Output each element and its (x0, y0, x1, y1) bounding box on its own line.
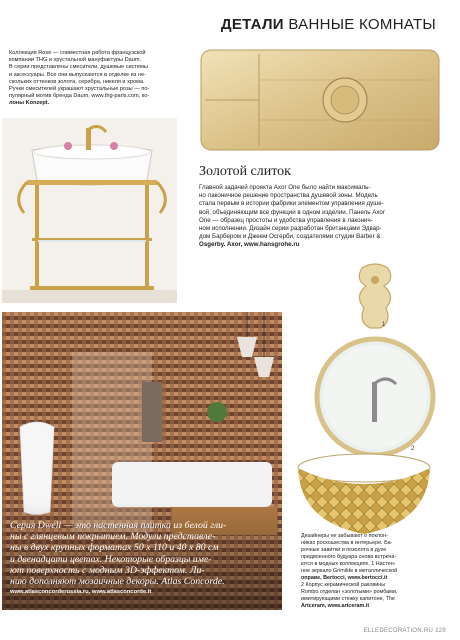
article-line: стала первым в истории фабрики элементом управления душе- (199, 200, 384, 208)
caption-line: рочные завитки и позолота в духе (301, 547, 387, 553)
page-footer: ELLEDECORATION.RU 129 (363, 628, 446, 634)
sink-console-photo (2, 118, 177, 303)
caption-line: имитирующими стежку капитоне, The (301, 596, 395, 602)
header-section-title: ДЕТАЛИ (220, 16, 284, 33)
caption-line: никах роскошества в интерьере. Ба- (301, 540, 393, 546)
caption-line: Дизайнеры не забывают о поклон- (301, 533, 388, 539)
caption-line: и аксессуары. Все они выпускаются в отделке из не- (9, 71, 146, 78)
caption-line: В серии представлены смесители, душевые системы (9, 64, 148, 71)
caption-source-url: www.atlasconcorderussia.ru, www.atlasconcorde.it (10, 589, 152, 596)
caption-line: Серия Dwell — это настенная плитка из белой гли- (10, 520, 227, 531)
caption-line: оправе, Bertocci, www.bertocci.it (301, 575, 388, 581)
caption-line: скольких оттенков золота, серебра, никеля и хрома. (9, 78, 145, 85)
page-header (221, 16, 436, 33)
article-line: Главной задачей проекта Axor One было найти максималь- (199, 184, 371, 191)
item-number-2: 2 (411, 446, 415, 452)
article-line: но лаконичное решение пространства душевой зоны. Модель (199, 192, 378, 200)
caption-line: Коллекция Rose — совместная работа французской (9, 50, 146, 56)
axor-one-panel-photo (195, 44, 445, 156)
article-body-axor (199, 184, 445, 250)
article-line: ном исполнении. Дизайн серии разработан британцами Эдвар- (199, 225, 382, 233)
article-title: Золотой слиток (199, 164, 291, 179)
rombo-gold-basin-photo (292, 448, 437, 538)
caption-line: Artceram, www.artceram.it (301, 603, 370, 609)
caption-line: лоны Konzept. (9, 100, 50, 107)
caption-line: Rombo отделан «золотыми» ромбами, (301, 589, 398, 595)
caption-line: ны в двух крупных форматах 50 х 110 и 40 х 80 см (10, 542, 219, 554)
caption-line: ное зеркало Grimilde в металлической (301, 568, 398, 574)
caption-line: ются в модных коллекциях. 1 Настен- (301, 561, 396, 567)
caption-line: пулярный мотив бренда Daum, www.thg-paris.com, ко- (9, 93, 150, 100)
item-number-1: 1 (382, 322, 386, 328)
caption-line: и двенадцати цветах. Некоторые образцы име- (10, 553, 212, 565)
article-line: Osgerby. Axor, www.hansgrohe.ru (199, 241, 300, 249)
caption-line: ны с глянцевым покрытием. Модули представле- (10, 531, 216, 543)
article-line: One — образец простоты и удобства управления в лаконич- (199, 216, 373, 224)
grimilde-mirror-photo (300, 262, 450, 462)
caption-line: ют поверхность с модным 3D-эффектом. Ли- (10, 564, 205, 576)
header-section-subtitle: ВАННЫЕ КОМНАТЫ (288, 16, 436, 33)
caption-line: компании THG и хрустальной мануфактуры Daum. (9, 57, 142, 64)
caption-line: Ручки смесителей украшают хрустальные розы — по- (9, 86, 150, 93)
caption-line: предвоенного будуара снова встреча- (301, 554, 397, 560)
article-line: вой, объединяющим все функции в одном изделии. Панель Axor (199, 208, 385, 216)
article-line: дом Барбером и Джеем Осгерби, создателями студии Barber & (199, 233, 381, 241)
caption-dwell-series (10, 520, 278, 598)
caption-rose-collection (9, 50, 177, 108)
caption-line: 2 Корпус керамической раковины (301, 582, 386, 588)
caption-line: нию дополняют мозаичные декоры. Atlas Concorde. (10, 576, 225, 588)
caption-baroque-items (301, 533, 441, 610)
